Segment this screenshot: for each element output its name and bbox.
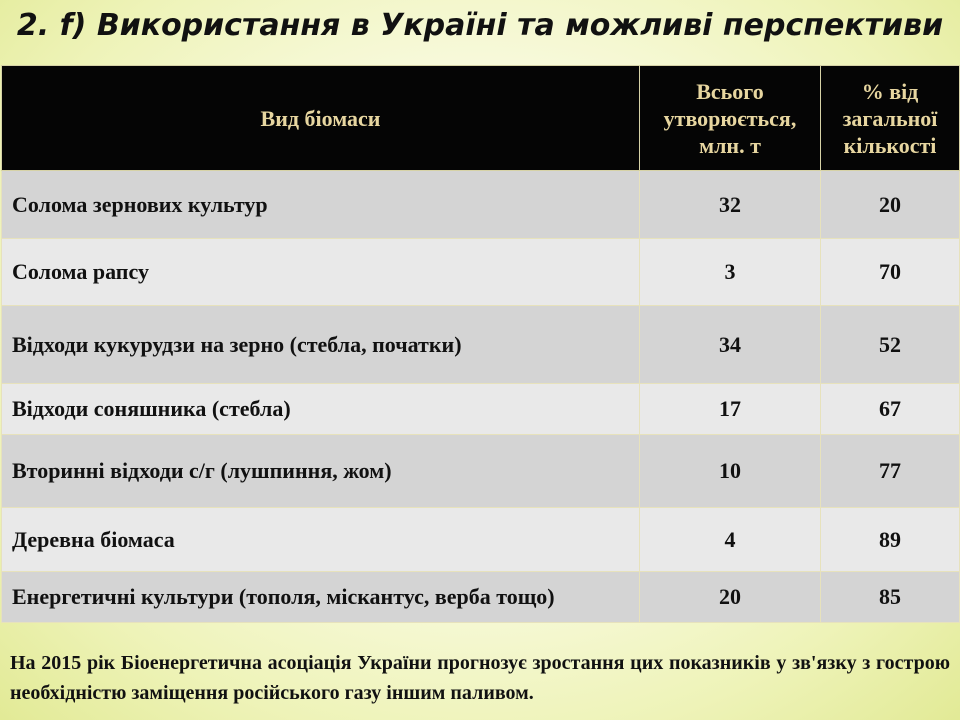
row-biomass-type: Солома рапсу (2, 239, 640, 306)
table-row (2, 171, 960, 239)
row-biomass-type: Відходи кукурудзи на зерно (стебла, початки) (2, 306, 640, 384)
row-biomass-type: Солома зернових культур (2, 171, 640, 239)
row-total-produced: 32 (640, 171, 821, 239)
table-row (2, 239, 960, 306)
row-percent: 52 (821, 306, 960, 384)
table-row (2, 508, 960, 572)
header-total-produced: Всього утворюється, млн. т (640, 66, 821, 171)
row-biomass-type: Відходи соняшника (стебла) (2, 384, 640, 435)
slide-title: 2. f) Використання в Україні та можливі перспективи (16, 8, 944, 43)
header-percent-of-total: % від загальної кількості (821, 66, 960, 171)
table-row (2, 384, 960, 435)
row-total-produced: 3 (640, 239, 821, 306)
row-total-produced: 20 (640, 572, 821, 623)
row-percent: 77 (821, 435, 960, 508)
row-percent: 20 (821, 171, 960, 239)
table-row (2, 572, 960, 623)
row-total-produced: 17 (640, 384, 821, 435)
row-percent: 70 (821, 239, 960, 306)
row-biomass-type: Вторинні відходи с/г (лушпиння, жом) (2, 435, 640, 508)
table-row (2, 306, 960, 384)
row-percent: 85 (821, 572, 960, 623)
forecast-note: На 2015 рік Біоенергетична асоціація України прогнозує зростання цих показників у зв'язку з гострою необхідністю заміщення російського газу іншим паливом. (10, 652, 950, 704)
row-biomass-type: Енергетичні культури (тополя, міскантус, верба тощо) (2, 572, 640, 623)
row-total-produced: 4 (640, 508, 821, 572)
row-total-produced: 34 (640, 306, 821, 384)
biomass-table (1, 65, 960, 623)
row-biomass-type: Деревна біомаса (2, 508, 640, 572)
row-percent: 67 (821, 384, 960, 435)
table-header-row (2, 66, 960, 171)
table-row (2, 435, 960, 508)
row-total-produced: 10 (640, 435, 821, 508)
row-percent: 89 (821, 508, 960, 572)
header-biomass-type: Вид біомаси (2, 66, 640, 171)
